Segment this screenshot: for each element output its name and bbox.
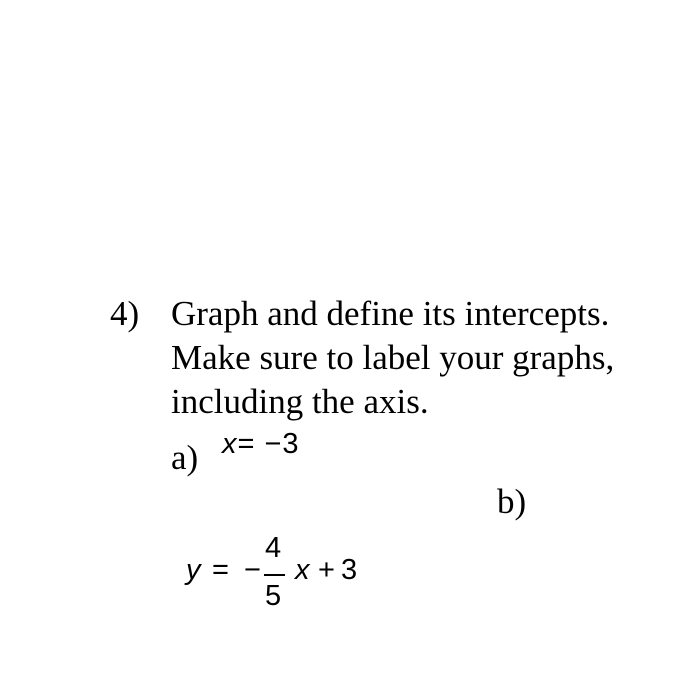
part-a-variable: x (222, 428, 238, 460)
part-b-equals-sign: = (212, 554, 229, 586)
part-b-fraction-bar (264, 574, 285, 576)
part-b-x-variable: x (295, 554, 310, 586)
part-b-equation (186, 532, 386, 622)
part-b-denominator: 5 (265, 580, 282, 612)
part-b-constant: 3 (341, 554, 358, 586)
instruction-line-2: Make sure to label your graphs, (171, 338, 615, 377)
part-b-y-variable: y (186, 554, 201, 586)
instruction-line-1: Graph and define its intercepts. (171, 294, 610, 333)
part-a-equation-rest: = −3 (237, 428, 300, 460)
part-b-label: b) (497, 482, 527, 521)
part-b-plus-sign: + (318, 554, 335, 586)
problem-number: 4) (110, 294, 140, 333)
part-b-numerator: 4 (265, 532, 282, 564)
part-a-equation (222, 428, 300, 461)
part-a-label: a) (171, 438, 199, 477)
part-b-fraction (264, 532, 286, 622)
instruction-line-3: including the axis. (171, 382, 429, 421)
part-b-minus-sign: − (244, 554, 261, 586)
